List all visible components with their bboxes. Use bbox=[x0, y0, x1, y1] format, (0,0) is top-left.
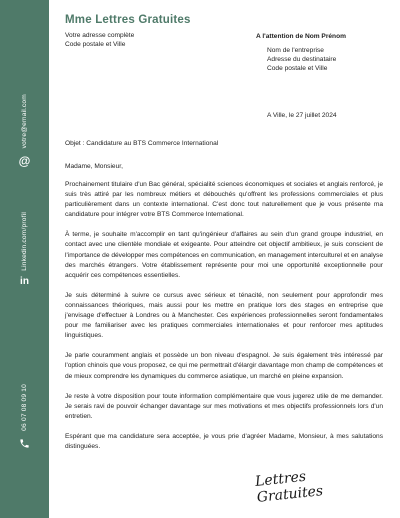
sidebar-phone bbox=[0, 384, 49, 449]
linkedin-icon: in bbox=[20, 275, 29, 287]
paragraph: Je reste à votre disposition pour toute information complémentaire que vous jugerez utile de me demander. Je serais ravi de pouvoir échanger davantage sur mes motivations et mes objectifs professionnels lors d'un entretien. bbox=[65, 392, 383, 420]
paragraph: Prochainement titulaire d'un Bac général, spécialité sciences économiques et sociales et anglais renforcé, je suis très attiré par les nombreux métiers et débouchés qu'offrent les professions commerciales et plus particulièrement dans un contexte international. C'est donc tout naturellement que je vous présente ma candidature pour intégrer votre BTS Commerce International. bbox=[65, 181, 383, 219]
sender-city: Code postale et Ville bbox=[65, 41, 126, 48]
at-icon: @ bbox=[18, 154, 31, 169]
sidebar bbox=[0, 0, 49, 518]
linkedin-text: Linkedin.com/profil bbox=[21, 212, 28, 271]
recipient-city: Code postale et Ville bbox=[267, 65, 328, 72]
letter-body bbox=[65, 180, 383, 462]
paragraph: Je suis déterminé à suivre ce cursus avec sérieux et ténacité, non seulement pour approfondir mes connaissances théoriques, mais aussi pour les mettre en pratique lors des stages en entreprise que j'envisage d'effectuer à Londres ou à Manchester. Ces expériences professionnelles seront fondamentales pour me familiariser avec les pratiques commerciales internationales et pour renforcer mes aptitudes linguistiques. bbox=[65, 291, 383, 340]
letter-greeting: Madame, Monsieur, bbox=[65, 163, 123, 170]
handwritten-signature: Lettres Gratuites bbox=[254, 468, 324, 506]
recipient-address-block bbox=[267, 46, 336, 73]
sender-name: Mme Lettres Gratuites bbox=[65, 14, 191, 26]
paragraph: À terme, je souhaite m'accomplir en tant qu'ingénieur d'affaires au sein d'un grand groupe industriel, en contact avec une clientèle mondiale et exigeante. Pour atteindre cet objectif ambitieux, je suis conscient de l'importance de développer mes compétences en communication, en management interculturel et en analyse des marchés étrangers. Votre établissement représente pour moi une opportunité exceptionnelle pour acquérir ces compétences essentielles. bbox=[65, 231, 383, 279]
recipient-title: A l'attention de Nom Prénom bbox=[256, 33, 346, 40]
phone-icon bbox=[19, 438, 30, 449]
sender-address-block bbox=[65, 31, 134, 49]
recipient-company: Nom de l'entreprise bbox=[267, 47, 324, 54]
letter-subject: Objet : Candidature au BTS Commerce International bbox=[65, 140, 219, 147]
sidebar-email bbox=[0, 94, 49, 168]
email-text: votre@email.com bbox=[21, 94, 28, 149]
letter-date: A Ville, le 27 juillet 2024 bbox=[267, 112, 337, 119]
sidebar-linkedin bbox=[0, 212, 49, 287]
recipient-address: Adresse du destinataire bbox=[267, 56, 337, 63]
paragraph: Espérant que ma candidature sera acceptée, je vous prie d'agréer Madame, Monsieur, à mes salutations distinguées. bbox=[65, 432, 383, 450]
phone-text: 06 07 08 09 10 bbox=[21, 384, 28, 431]
paragraph: Je parle couramment anglais et possède un bon niveau d'espagnol. Je suis également très intéressé par l'option chinois que vous proposez, ce qui me permettrait d'élargir davantage mon champ de compétences et de mieux comprendre les dynamiques du commerce asiatique, un marché en pleine expansion. bbox=[65, 352, 383, 380]
sender-address: Votre adresse complète bbox=[65, 32, 135, 39]
